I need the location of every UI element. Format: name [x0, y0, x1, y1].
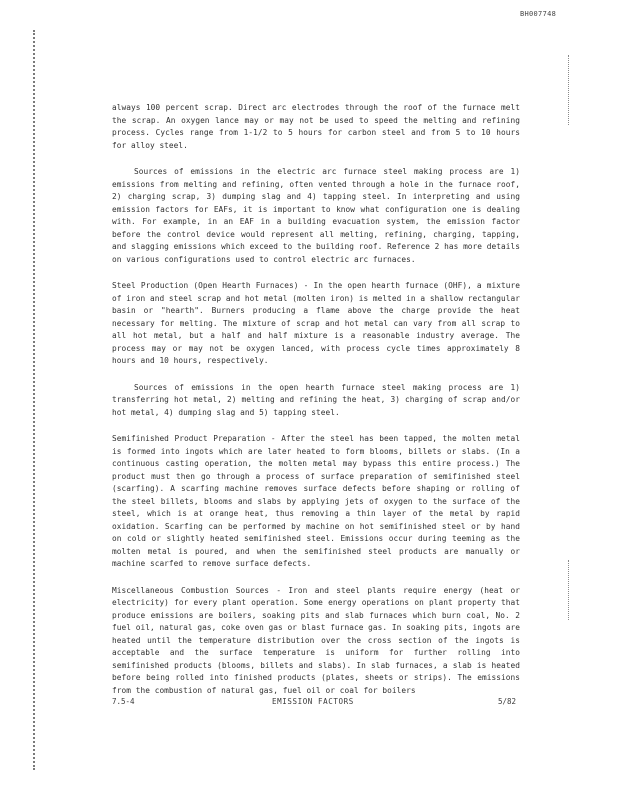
scan-edge-left — [33, 30, 35, 770]
document-number: BH007748 — [520, 10, 557, 18]
body-text — [112, 102, 520, 711]
footer-page-number: 7.5-4 — [112, 697, 135, 706]
paragraph-ohf-production: Steel Production (Open Hearth Furnaces) - In the open hearth furnace (OHF), a mixture of iron and steel scrap and hot metal (molten iron) is melted in a shallow rectangular basin or "hearth". Burners producing a flame above the charge provide the heat necessary for melting. The mixture of scrap and hot metal can vary from all scrap to all hot metal, but a half and half mixture is a reasonable industry average. The process may or may not be oxygen lanced, with process cycle times approximately 8 hours and 10 hours, respectively. — [112, 281, 520, 365]
scan-edge-right-bottom — [568, 560, 569, 620]
scan-edge-right-top — [568, 55, 569, 125]
footer-date: 5/82 — [498, 697, 517, 706]
paragraph-combustion: Miscellaneous Combustion Sources - Iron and steel plants require energy (heat or electricity) for every plant operation. Some energy operations on plant property that produce emissions are boilers, soaking pits and slab furnaces which burn coal, No. 2 fuel oil, natural gas, coke oven gas or blast furnace gas. In soaking pits, ingots are heated until the temperature distribution over the cross section of the ingots is acceptable and the surface temperature is uniform for further rolling into semifinished products (blooms, billets and slabs). In slab furnaces, a slab is heated before being rolled into finished products (plates, sheets or strips). The emissions from the combustion of natural gas, fuel oil or coal for boilers — [112, 585, 520, 695]
footer-title: EMISSION FACTORS — [272, 697, 354, 706]
paragraph-ohf-emissions: Sources of emissions in the open hearth furnace steel making process are 1) transferring hot metal, 2) melting and refining the heat, 3) charging of scrap and/or hot metal, 4) dumping slag and 5) tapping steel. — [112, 382, 520, 417]
paragraph-eaf-emissions: Sources of emissions in the electric arc furnace steel making process are 1) emissions from melting and refining, often vented through a hole in the furnace roof, 2) charging scrap, 3) dumping slag and 4) tapping steel. In interpreting and using emission factors for EAFs, it is important to know what configuration one is dealing with. For example, in an EAF in a building evacuation system, the emission factor before the control device would represent all melting, refining, charging, tapping, and slagging emissions which exceed to the building roof. Reference 2 has more details on various configurations used to control electric arc furnaces. — [112, 167, 520, 264]
paragraph-semifinished: Semifinished Product Preparation - After the steel has been tapped, the molten metal is formed into ingots which are later heated to form blooms, billets or slabs. (In a continuous casting operation, the molten metal may bypass this entire process.) The product must then go through a process of surface preparation of semifinished steel (scarfing). A scarfing machine removes surface defects before shaping or rolling of the steel billets, blooms and slabs by applying jets of oxygen to the surface of the steel, which is at orange heat, thus removing a thin layer of the metal by rapid oxidation. Scarfing can be performed by machine on hot semifinished steel or by hand on cold or slightly heated semifinished steel. Emissions occur during teeming as the molten metal is poured, and when the semifinished steel products are manually or machine scarfed to remove surface defects. — [112, 434, 520, 568]
paragraph-eaf-process: always 100 percent scrap. Direct arc electrodes through the roof of the furnace melt the scrap. An oxygen lance may or may not be used to speed the melting and refining process. Cycles range from 1-1/2 to 5 hours for carbon steel and from 5 to 10 hours for alloy steel. — [112, 103, 520, 150]
